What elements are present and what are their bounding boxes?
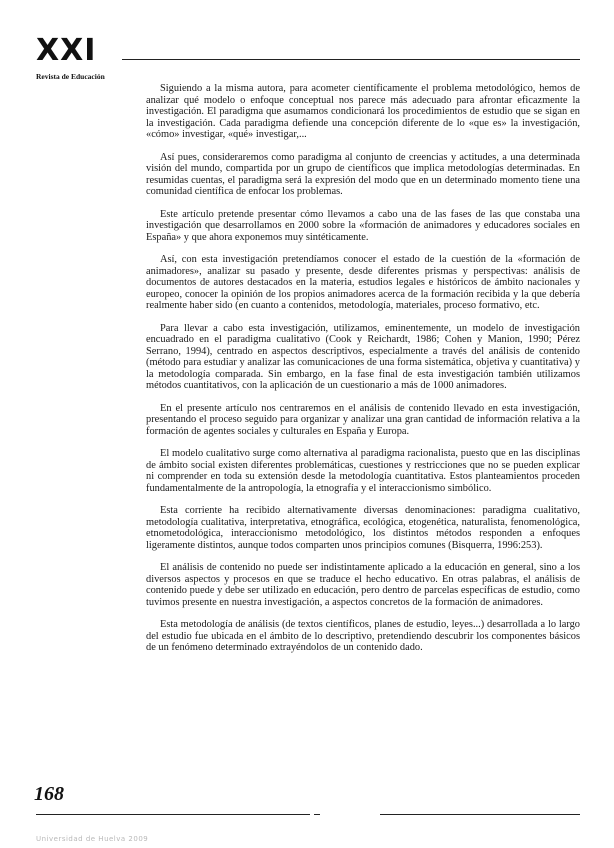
paragraph: Así, con esta investigación pretendíamos conocer el estado de la cuestión de la «formación de animadores», analizar su pasado y presente, desde diferentes prismas y perspectivas: análisis de documentos de autores destacados en la materia, estudios legales e históricos de ámbito nacionales y europeo, conocer la opinión de los propios animadores acerca de la formación recibida y la que debería realmente haber sido (en cuanto a contenidos, metodología, materiales, proceso formativo, etc. <box>146 254 580 311</box>
paragraph: El análisis de contenido no puede ser indistintamente aplicado a la educación en general, sino a los diversos aspectos y procesos en que se traduce el hecho educativo. En otras palabras, el análisis de contenido puede y debe ser utilizado en educación, pero dentro de parcelas específicas de estudio, como tuvimos presente en nuestra investigación, a aspectos concretos de la formación de animadores. <box>146 562 580 608</box>
paragraph: Este artículo pretende presentar cómo llevamos a cabo una de las fases de las que constaba una investigación que desarrollamos en 2000 sobre la «formación de animadores y educadores sociales en España» y que ahora exponemos muy sintéticamente. <box>146 208 580 243</box>
paragraph: El modelo cualitativo surge como alternativa al paradigma racionalista, puesto que en las disciplinas de ámbito social existen diferentes problemáticas, cuestiones y restricciones que no se pueden explicar ni comprender en toda su extensión desde la metodología cuantitativa. Estos planteamientos proceden fundamentalmente de la antropología, la etnografía y el interaccionismo simbólico. <box>146 448 580 494</box>
header-rule <box>122 59 580 60</box>
footer-rule-left <box>36 814 310 815</box>
article-body <box>146 83 580 665</box>
page-number: 168 <box>34 783 64 805</box>
footer-rule-dash <box>314 814 320 815</box>
paragraph: En el presente artículo nos centraremos en el análisis de contenido llevado en esta investigación, presentando el proceso seguido para organizar y analizar una gran cantidad de información relativa a la formación de agentes sociales y culturales en España y Europa. <box>146 402 580 437</box>
paragraph: Esta corriente ha recibido alternativamente diversas denominaciones: paradigma cualitativo, metodología cualitativa, interpretativa, etnográfica, ecológica, etogenética, naturalista, fenomenológica, etnometodológica, interaccionismo metodológico, los distintos métodos responden a enfoques ligeramente distintos, aunque todos comparten unos principios comunes (Bisquerra, 1996:253). <box>146 505 580 551</box>
footer-rule-right <box>380 814 580 815</box>
paragraph: Así pues, consideraremos como paradigma al conjunto de creencias y actitudes, a una determinada visión del mundo, compartida por un grupo de científicos que implica metodologías determinadas. En resumidas cuentas, el paradigma será la expresión del modo que en un determinado momento tiene una comunidad científica de enfocar los problemas. <box>146 151 580 197</box>
paragraph: Para llevar a cabo esta investigación, utilizamos, eminentemente, un modelo de investigación encuadrado en el paradigma cualitativo (Cook y Reichardt, 1986; Cohen y Manion, 1990; Pérez Serrano, 1994), centrado en aspectos descriptivos, especialmente a través del análisis de contenido (método para estudiar y analizar las comunicaciones de una forma sistemática, objetiva y cuantitativa) y la metodología comparada. Sin embargo, en la fase final de esta investigación también utilizamos métodos cuantitativos, con la aplicación de un cuestionario a más de 1000 animadores. <box>146 322 580 391</box>
journal-logo: XXI <box>36 33 97 68</box>
footer-watermark: Universidad de Huelva 2009 <box>36 835 149 843</box>
paragraph: Esta metodología de análisis (de textos científicos, planes de estudio, leyes...) desarrollada a lo largo del estudio fue ubicada en el ámbito de lo descriptivo, pretendiendo descubrir los componentes básicos de un fenómeno determinado extrayéndolos de un contenido dado. <box>146 619 580 653</box>
paragraph: Siguiendo a la misma autora, para acometer científicamente el problema metodológico, hemos de analizar qué modelo o enfoque conceptual nos parece más adecuado para afrontar eficazmente la investigación. El paradigma que asumamos condicionará los procedimientos de estudio que se sigan en la investigación. Cada paradigma defiende una concepción diferente de lo «que es» la investigación, «cómo» investigar, «qué» investigar,... <box>146 83 580 140</box>
journal-subtitle: Revista de Educación <box>36 72 105 81</box>
